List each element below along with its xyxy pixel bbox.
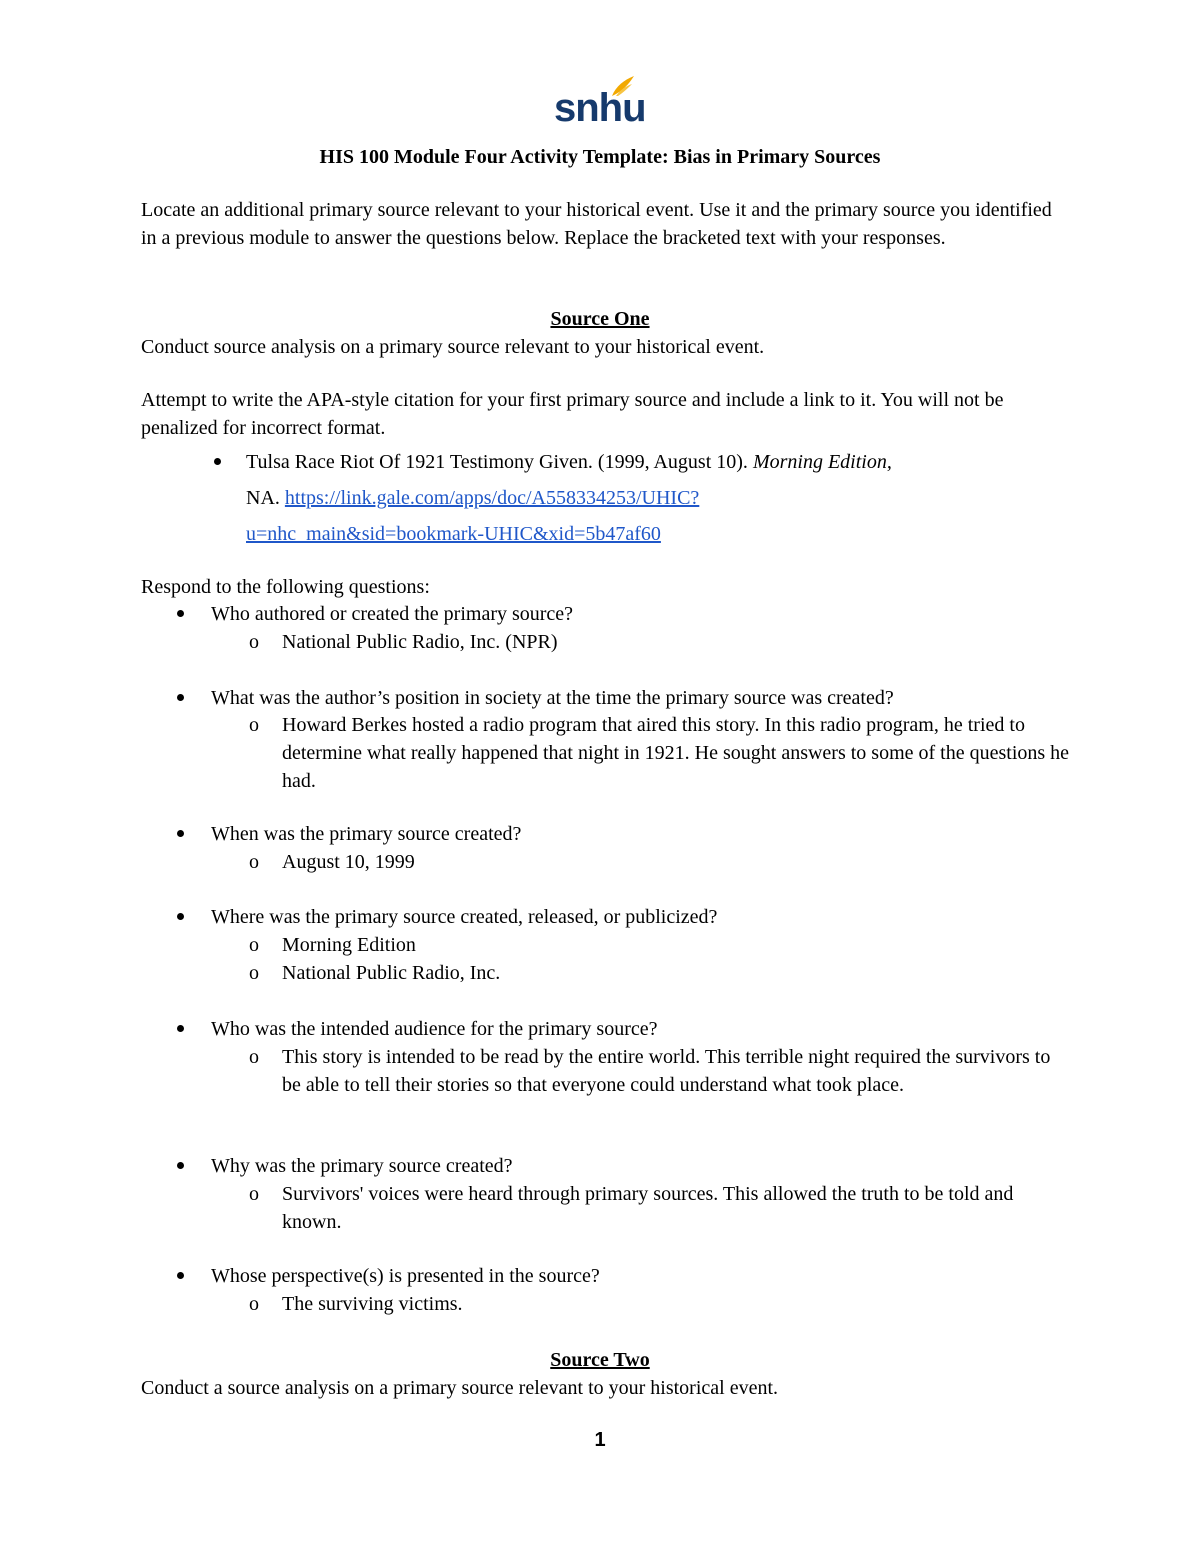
answer-3-1: August 10, 1999 <box>282 851 415 873</box>
intro-paragraph: Locate an additional primary source relevant to your historical event. Use it and the primary source you identified in a previous module to answer the questions below. Replace the bracketed text with your responses. <box>141 199 1052 249</box>
answer-4-2: National Public Radio, Inc. <box>282 962 501 984</box>
answer-1-1: National Public Radio, Inc. (NPR) <box>282 631 558 653</box>
bullet-icon <box>177 913 184 920</box>
bullet-icon <box>177 1025 184 1032</box>
circle-bullet-icon: o <box>249 1046 259 1068</box>
question-7: Whose perspective(s) is presented in the source? <box>211 1265 600 1287</box>
respond-label: Respond to the following questions: <box>141 576 430 598</box>
question-3: When was the primary source created? <box>211 823 522 845</box>
answer-5-1: This story is intended to be read by the entire world. This terrible night required the survivors to be able to tell their stories so that everyone could understand what took place. <box>282 1046 1051 1096</box>
circle-bullet-icon: o <box>249 631 259 653</box>
circle-bullet-icon: o <box>249 962 259 984</box>
page-title: HIS 100 Module Four Activity Template: Bias in Primary Sources <box>319 146 881 168</box>
answer-7-1: The surviving victims. <box>282 1293 463 1315</box>
page-number: 1 <box>594 1429 606 1451</box>
logo-text: snhu <box>554 86 646 130</box>
question-5: Who was the intended audience for the primary source? <box>211 1018 658 1040</box>
bullet-icon <box>177 830 184 837</box>
source-two-subtitle: Conduct a source analysis on a primary source relevant to your historical event. <box>141 1377 779 1399</box>
circle-bullet-icon: o <box>249 1293 259 1315</box>
citation-text: Tulsa Race Riot Of 1921 Testimony Given. (1999, August 10). <box>246 451 748 473</box>
bullet-icon <box>177 610 184 617</box>
question-4: Where was the primary source created, released, or publicized? <box>211 906 718 928</box>
question-1: Who authored or created the primary source? <box>211 603 574 625</box>
circle-bullet-icon: o <box>249 851 259 873</box>
circle-bullet-icon: o <box>249 934 259 956</box>
answer-6-1: Survivors' voices were heard through primary sources. This allowed the truth to be told and known. <box>282 1183 1014 1233</box>
source-one-heading: Source One <box>550 308 650 330</box>
question-2: What was the author’s position in society at the time the primary source was created? <box>211 687 894 709</box>
snhu-logo <box>554 74 646 132</box>
source-two-heading: Source Two <box>550 1349 650 1371</box>
bullet-icon <box>177 694 184 701</box>
answer-4-1: Morning Edition <box>282 934 416 956</box>
bullet-icon <box>214 458 221 465</box>
bullet-icon <box>177 1272 184 1279</box>
answer-2-1: Howard Berkes hosted a radio program that aired this story. In this radio program, he tried to determine what really happened that night in 1921. He sought answers to some of the questions he had. <box>282 714 1070 792</box>
citation-entry <box>246 444 1046 552</box>
circle-bullet-icon: o <box>249 1183 259 1205</box>
circle-bullet-icon: o <box>249 714 259 736</box>
citation-suffix: NA. <box>246 487 280 509</box>
question-6: Why was the primary source created? <box>211 1155 513 1177</box>
citation-publication: Morning Edition, <box>752 451 892 473</box>
citation-link[interactable]: https://link.gale.com/apps/doc/A558334253/UHIC? u=nhc_main&sid=bookmark-UHIC&xid=5b47af60 <box>246 487 700 545</box>
source-one-subtitle: Conduct source analysis on a primary source relevant to your historical event. <box>141 336 765 358</box>
citation-prompt: Attempt to write the APA-style citation for your first primary source and include a link to it. You will not be penalized for incorrect format. <box>141 389 1004 439</box>
bullet-icon <box>177 1162 184 1169</box>
